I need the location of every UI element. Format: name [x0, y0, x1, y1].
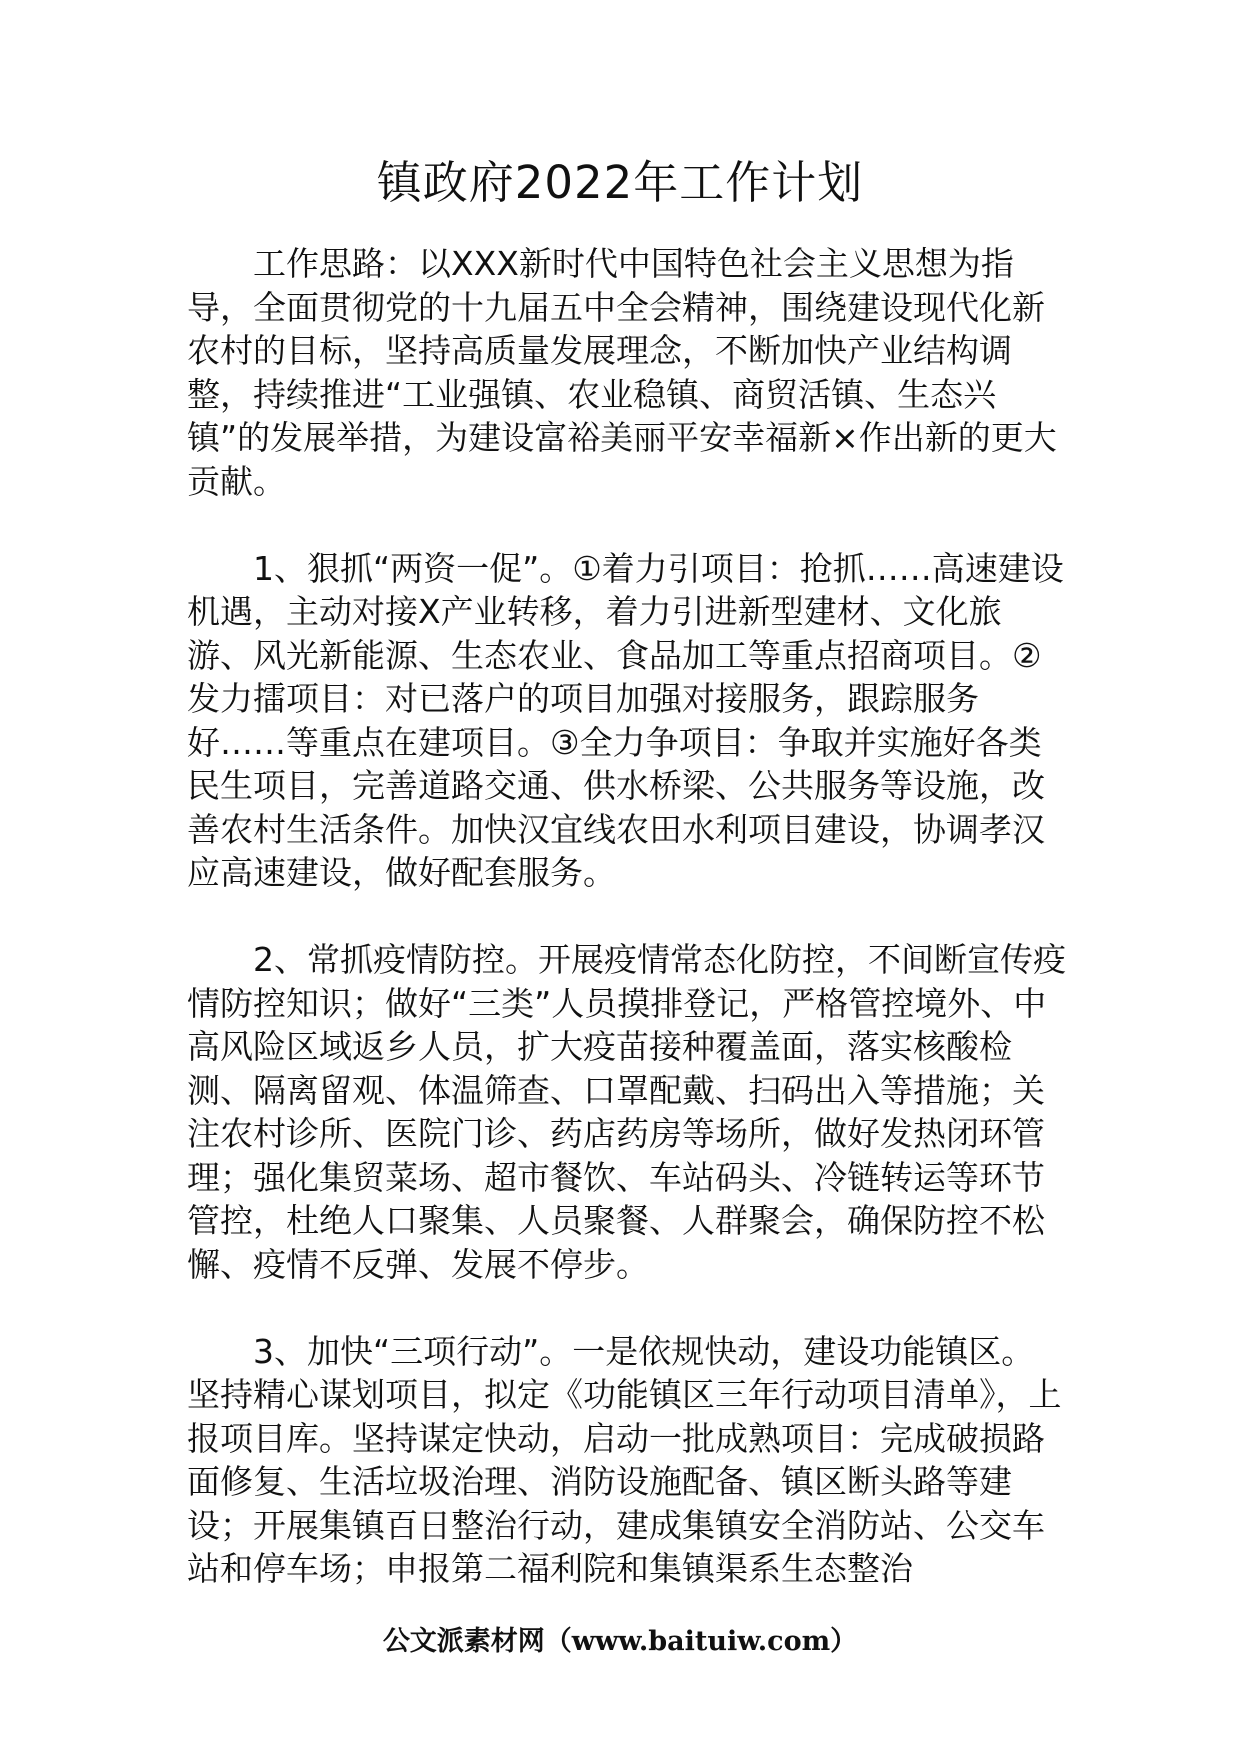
paragraph-item-1: 1、狠抓“两资一促”。①着力引项目：抢抓……高速建设机遇，主动对接X产业转移，着力引进新型建材、文化旅游、风光新能源、生态农业、食品加工等重点招商项目。②发力擂项目：对已落户的项目加强对接服务，跟踪服务好……等重点在建项目。③全力争项目：争取并实施好各类民生项目，完善道路交通、供水桥梁、公共服务等设施，改善农村生活条件。加快汉宜线农田水利项目建设，协调孝汉应高速建设，做好配套服务。: [187, 548, 1064, 892]
source-watermark-footer: 公文派素材网（www.baituiw.com）: [382, 1626, 858, 1657]
paragraph-item-3: 3、加快“三项行动”。一是依规快动，建设功能镇区。坚持精心谋划项目，拟定《功能镇区三年行动项目清单》，上报项目库。坚持谋定快动，启动一批成熟项目：完成破损路面修复、生活垃圾治理、消防设施配备、镇区断头路等建设；开展集镇百日整治行动，建成集镇安全消防站、公交车站和停车场；申报第二福利院和集镇渠系生态整治: [187, 1331, 1062, 1588]
paragraph-work-approach: 工作思路：以XXX新时代中国特色社会主义思想为指导，全面贯彻党的十九届五中全会精神，围绕建设现代化新农村的目标，坚持高质量发展理念，不断加快产业结构调整，持续推进“工业强镇、农业稳镇、商贸活镇、生态兴镇”的发展举措，为建设富裕美丽平安幸福新×作出新的更大贡献。: [187, 244, 1057, 501]
paragraph-item-2: 2、常抓疫情防控。开展疫情常态化防控，不间断宣传疫情防控知识；做好“三类”人员摸排登记，严格管控境外、中高风险区域返乡人员，扩大疫苗接种覆盖面，落实核酸检测、隔离留观、体温筛查、口罩配戴、扫码出入等措施；关注农村诊所、医院门诊、药店药房等场所，做好发热闭环管理；强化集贸菜场、超市餐饮、车站码头、冷链转运等环节管控，杜绝人口聚集、人员聚餐、人群聚会，确保防控不松懈、疫情不反弹、发展不停步。: [187, 940, 1066, 1284]
document-body: [187, 242, 1067, 1591]
document-title: 镇政府2022年工作计划: [376, 156, 864, 209]
